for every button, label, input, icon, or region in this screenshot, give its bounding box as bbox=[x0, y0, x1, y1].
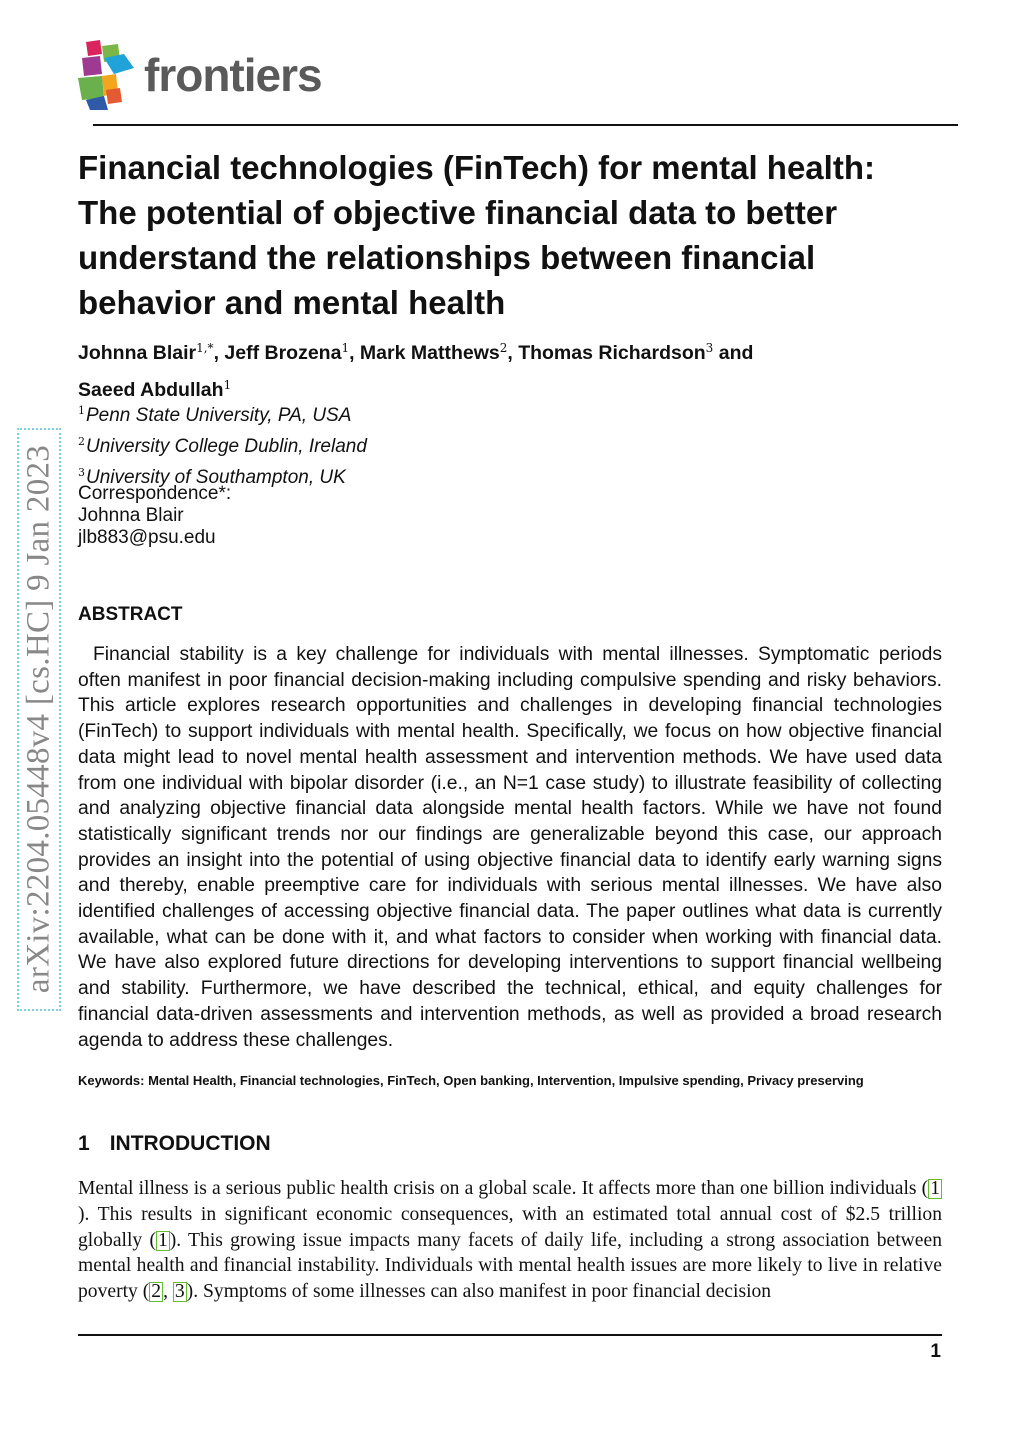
keywords bbox=[78, 1073, 948, 1088]
intro-text-segment: ). Symptoms of some illnesses can also manifest in poor financial decision bbox=[186, 1281, 772, 1303]
author-name: Mark Matthews bbox=[359, 342, 500, 364]
author-affil-mark: 3 bbox=[705, 341, 714, 355]
author-name: Thomas Richardson bbox=[518, 342, 706, 364]
affiliation-text: University of Southampton, UK bbox=[86, 467, 346, 488]
correspondence-block bbox=[78, 483, 231, 549]
keywords-text: Mental Health, Financial technologies, FinTech, Open banking, Intervention, Impulsive spending, Privacy preserving bbox=[148, 1073, 864, 1088]
citation-link[interactable]: 1 bbox=[157, 1229, 168, 1251]
author-name: Jeff Brozena bbox=[224, 342, 342, 364]
citation-link[interactable]: 1 bbox=[930, 1178, 940, 1199]
citation-link[interactable]: 2 bbox=[151, 1281, 162, 1303]
intro-text-segment: ). This growing issue impacts many facets of daily life, including a strong association between mental health and financial instability. Individuals with mental health issues are more likely to live in relative poverty ( bbox=[78, 1229, 942, 1303]
author-affil-mark: 1,* bbox=[196, 341, 214, 355]
intro-text-segment: Mental illness is a serious public health crisis on a global scale. It affects more than one billion individuals ( bbox=[78, 1178, 929, 1199]
correspondence-name: Johnna Blair bbox=[78, 505, 184, 526]
affiliation-number: 3 bbox=[78, 466, 85, 479]
affiliation bbox=[78, 429, 367, 460]
intro-text-segment: ). This results in significant economic consequences, with an estimated total annual cost of $2.5 trillion globally ( bbox=[78, 1203, 942, 1251]
affiliation-number: 1 bbox=[78, 404, 85, 417]
section-heading-introduction bbox=[78, 1132, 271, 1156]
abstract-heading: ABSTRACT bbox=[78, 604, 183, 625]
frontiers-cube-icon bbox=[78, 40, 138, 110]
abstract-text: Financial stability is a key challenge for individuals with mental illnesses. Symptomatic periods often manifest in poor financial decision-making including compulsive spending and risky behaviors. This article explores research opportunities and challenges in developing financial technologies (FinTech) to support individuals with mental health. Specifically, we focus on how objective financial data might lead to novel mental health assessment and intervention methods. We have used data from one individual with bipolar disorder (i.e., an N=1 case study) to illustrate feasibility of collecting and analyzing objective financial data alongside mental health factors. While we have not found statistically significant trends nor our findings are generalizable beyond this case, our approach provides an insight into the potential of using objective financial data to identify early warning signs and thereby, enable preemptive care for individuals with serious mental illnesses. We have also identified challenges of accessing objective financial data. The paper outlines what data is currently available, what can be done with it, and what factors to consider when working with financial data. We have also explored future directions for developing interventions to support financial wellbeing and stability. Furthermore, we have described the technical, ethical, and equity challenges for financial data-driven assessments and intervention methods, as well as provided a broad research agenda to address these challenges. bbox=[78, 644, 942, 1051]
frontiers-logo bbox=[78, 40, 322, 110]
affiliation-list bbox=[78, 398, 367, 491]
citation-separator: , bbox=[163, 1281, 173, 1303]
logo-wordmark: frontiers bbox=[144, 49, 322, 101]
author-affil-mark: 2 bbox=[499, 341, 508, 355]
author-affil-mark: 1 bbox=[341, 341, 350, 355]
affiliation-number: 2 bbox=[78, 435, 85, 448]
section-title: INTRODUCTION bbox=[109, 1132, 271, 1155]
author-conjunction: and bbox=[718, 342, 754, 364]
correspondence-email[interactable]: jlb883@psu.edu bbox=[78, 527, 216, 548]
author-list: Johnna Blair$^{1,*}$, Jeff Brozena$^1$, Mark Matthews$^2$, Thomas Richardson$^3$ and Saeed Abdullah$^1$ bbox=[78, 341, 754, 401]
section-number: 1 bbox=[78, 1132, 90, 1155]
keywords-label: Keywords: bbox=[78, 1073, 145, 1088]
affiliation-text: University College Dublin, Ireland bbox=[86, 436, 367, 457]
author-affil-mark: 1 bbox=[223, 378, 232, 392]
citation-link[interactable]: 3 bbox=[174, 1281, 185, 1303]
introduction-paragraph bbox=[78, 1176, 942, 1305]
page-number: 1 bbox=[930, 1341, 941, 1362]
arxiv-stamp[interactable]: arXiv:2204.05448v4 [cs.HC] 9 Jan 2023 bbox=[20, 444, 57, 994]
header-rule bbox=[93, 124, 958, 126]
correspondence-label: Correspondence*: bbox=[78, 483, 232, 504]
author-name: Saeed Abdullah bbox=[78, 379, 224, 401]
author-name: Johnna Blair bbox=[78, 342, 197, 364]
footer-rule bbox=[78, 1334, 942, 1336]
paper-title: Financial technologies (FinTech) for mental health: The potential of objective financial data to better understand the relationships between financial behavior and mental health bbox=[78, 149, 875, 321]
affiliation-text: Penn State University, PA, USA bbox=[86, 405, 352, 426]
affiliation bbox=[78, 398, 367, 429]
